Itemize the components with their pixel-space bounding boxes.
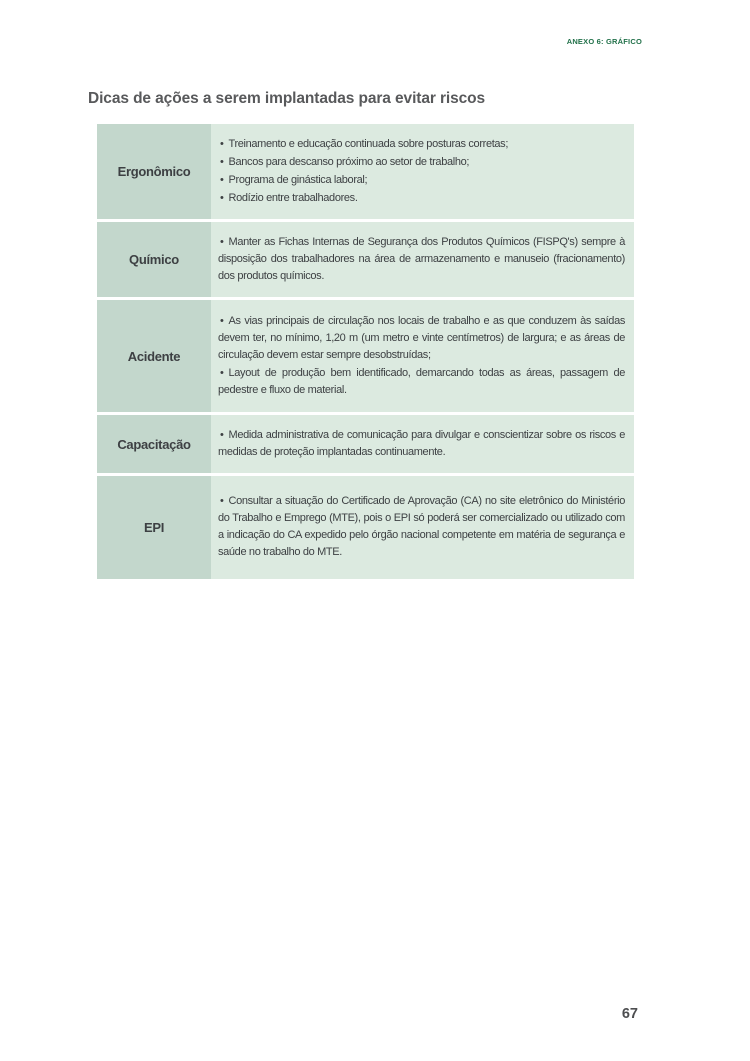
category-cell bbox=[97, 124, 211, 219]
bullet-item: • Programa de ginástica laboral; bbox=[218, 172, 625, 189]
row-content bbox=[211, 415, 634, 473]
category-cell bbox=[97, 476, 211, 579]
bullet-item: • Manter as Fichas Internas de Segurança dos Produtos Químicos (FISPQ's) sempre à disposição dos trabalhadores na área de armazenamento e manuseio (fracionamento) dos produtos químicos. bbox=[218, 234, 625, 285]
category-cell-label: EPI bbox=[143, 520, 165, 535]
bullet-item: • Treinamento e educação continuada sobre posturas corretas; bbox=[218, 136, 625, 153]
bullet-item: • Rodízio entre trabalhadores. bbox=[218, 190, 625, 207]
bullet-item: • Bancos para descanso próximo ao setor de trabalho; bbox=[218, 154, 625, 171]
row-content bbox=[211, 222, 634, 297]
bullet-item: • Consultar a situação do Certificado de Aprovação (CA) no site eletrônico do Ministério do Trabalho e Emprego (MTE), pois o EPI só poderá ser comercializado ou utilizado com a indicação do CA expedido pelo órgão nacional competente em matéria de segurança e saúde no trabalho do MTE. bbox=[218, 493, 625, 561]
row-content bbox=[211, 124, 634, 219]
category-cell bbox=[97, 300, 211, 412]
page-number: 67 bbox=[621, 1006, 638, 1022]
table-row bbox=[97, 124, 634, 219]
category-cell-label: Acidente bbox=[127, 348, 181, 364]
row-content bbox=[211, 300, 634, 412]
running-header: ANEXO 6: GRÁFICO bbox=[566, 37, 642, 46]
bullet-item: • Layout de produção bem identificado, demarcando todas as áreas, passagem de pedestre e fluxo de material. bbox=[218, 365, 625, 399]
bullet-item: • As vias principais de circulação nos locais de trabalho e as que conduzem às saídas devem ter, no mínimo, 1,20 m (um metro e vinte centímetros) de largura; e as áreas de circulação devem estar sempre desobstruídas; bbox=[218, 313, 625, 364]
row-content bbox=[211, 476, 634, 579]
category-cell-label: Químico bbox=[129, 252, 179, 267]
category-cell-label: Ergonômico bbox=[117, 164, 191, 179]
category-cell bbox=[97, 222, 211, 297]
table-row bbox=[97, 300, 634, 412]
bullet-item: • Medida administrativa de comunicação para divulgar e conscientizar sobre os riscos e medidas de proteção implantadas continuamente. bbox=[218, 427, 625, 461]
risk-table bbox=[97, 124, 634, 582]
category-cell bbox=[97, 415, 211, 473]
category-cell-label: Capacitação bbox=[117, 436, 191, 452]
table-row bbox=[97, 222, 634, 297]
table-row bbox=[97, 415, 634, 473]
page-title: Dicas de ações a serem implantadas para evitar riscos bbox=[88, 90, 486, 107]
table-row bbox=[97, 476, 634, 579]
